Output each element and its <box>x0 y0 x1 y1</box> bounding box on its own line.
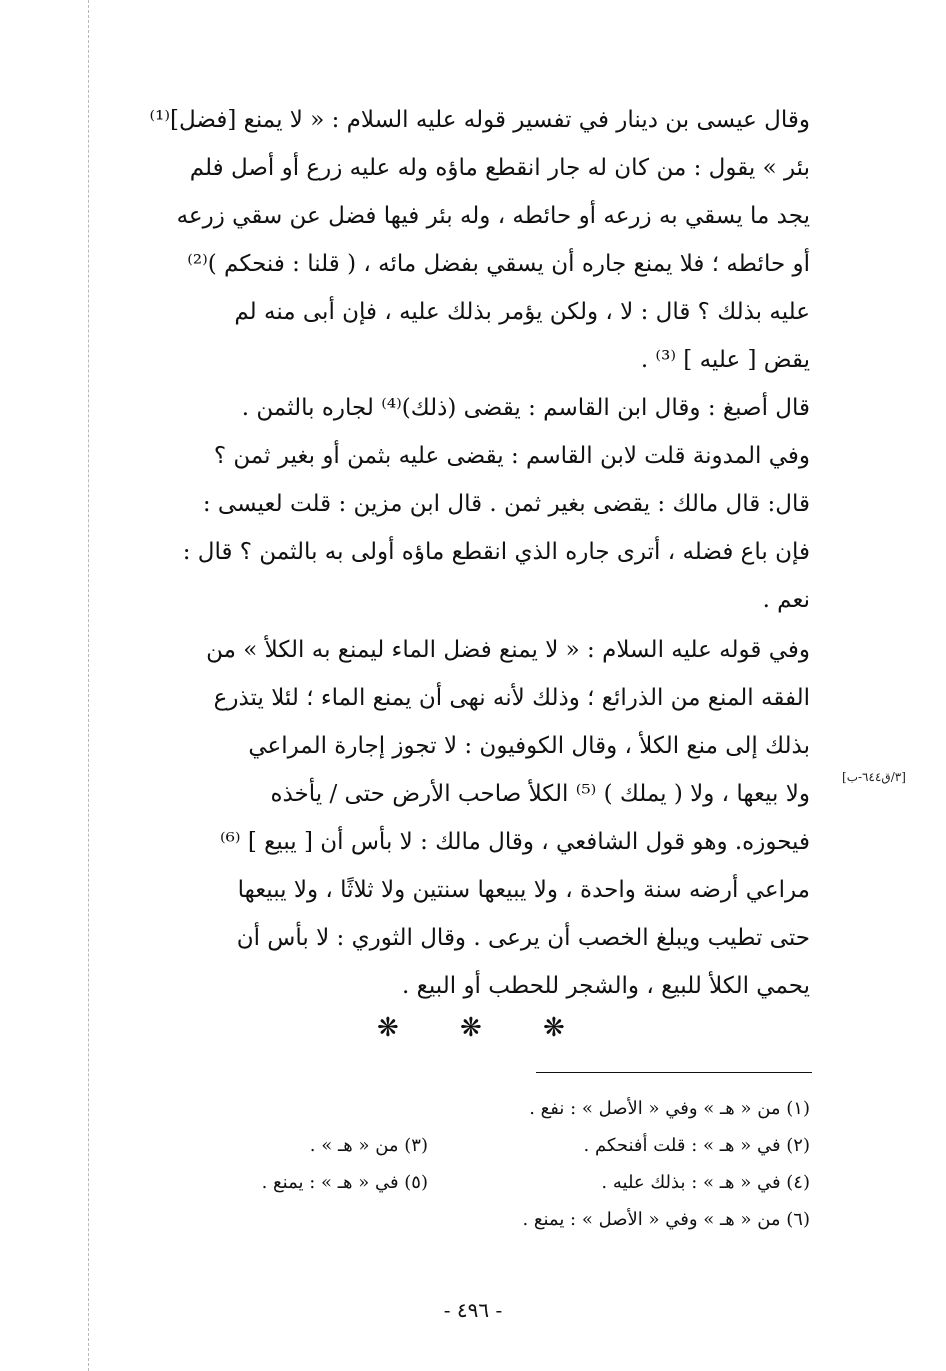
asterism-icon: ❋ <box>543 1013 565 1043</box>
footnote-6: (٦) من « هـ » وفي « الأصل » : يمنع . <box>522 1209 810 1230</box>
text-line: الفقه المنع من الذرائع ؛ وذلك لأنه نهى أن يمنع الماء ؛ لئلا يتذرع <box>213 685 810 711</box>
asterism-icon: ❋ <box>377 1013 399 1043</box>
footnote-row <box>118 1090 810 1127</box>
paragraph-1 <box>118 96 810 384</box>
asterism-icon: ❋ <box>460 1013 482 1043</box>
text-line: يحمي الكلأ للبيع ، والشجر للحطب أو البيع . <box>401 973 810 999</box>
text-line: وقال عيسى بن دينار في تفسير قوله عليه السلام : « لا يمنع [فضل]⁽¹⁾ <box>149 107 810 133</box>
text-line: فإن باع فضله ، أترى جاره الذي انقطع ماؤه أولى به بالثمن ؟ قال : <box>182 539 810 565</box>
footnote-4: (٤) في « هـ » : بذلك عليه . <box>601 1172 810 1193</box>
footnote-row <box>118 1164 810 1201</box>
text-line: نعم . <box>762 587 810 613</box>
text-line: فيحوزه. وهو قول الشافعي ، وقال مالك : لا بأس أن [ يبيع ] ⁽⁶⁾ <box>220 829 810 855</box>
footnote-3: (٣) من « هـ » . <box>309 1135 428 1156</box>
section-separator <box>0 1010 946 1046</box>
text-line: وفي قوله عليه السلام : « لا يمنع فضل الماء ليمنع به الكلأ » من <box>206 637 810 663</box>
footnote-5: (٥) في « هـ » : يمنع . <box>261 1172 428 1193</box>
footnote-2: (٢) في « هـ » : قلت أفنحكم . <box>583 1135 810 1156</box>
page-number: - ٤٩٦ - <box>443 1298 503 1322</box>
text-line: يجد ما يسقي به زرعه أو حائطه ، وله بئر فيها فضل عن سقي زرعه <box>176 203 810 229</box>
paragraph-2 <box>118 384 810 624</box>
text-line: قال أصبغ : وقال ابن القاسم : يقضى (ذلك)⁽⁴⁾ لجاره بالثمن . <box>241 395 810 421</box>
paragraph-3 <box>118 626 810 1010</box>
footnote-divider <box>536 1072 812 1073</box>
footnote-row <box>118 1201 810 1238</box>
scan-margin-guide <box>88 0 89 1371</box>
text-line: بئر » يقول : من كان له جار انقطع ماؤه وله عليه زرع أو أصل فلم <box>189 155 810 181</box>
text-line: حتى تطيب ويبلغ الخصب أن يرعى . وقال الثوري : لا بأس أن <box>236 925 810 951</box>
text-line: أو حائطه ؛ فلا يمنع جاره أن يسقي بفضل مائه ، ( قلنا : فنحكم )⁽²⁾ <box>187 251 810 277</box>
text-line: وفي المدونة قلت لابن القاسم : يقضى عليه بثمن أو بغير ثمن ؟ <box>213 443 810 469</box>
text-line: بذلك إلى منع الكلأ ، وقال الكوفيون : لا تجوز إجارة المراعي <box>248 733 810 759</box>
text-line: ولا بيعها ، ولا ( يملك ) ⁽⁵⁾ الكلأ صاحب الأرض حتى / يأخذه <box>270 781 810 807</box>
text-line: عليه بذلك ؟ قال : لا ، ولكن يؤمر بذلك عليه ، فإن أبى منه لم <box>234 299 810 325</box>
manuscript-folio-reference: [٣/ق٦٤٤-ب] <box>842 770 906 784</box>
footnote-1: (١) من « هـ » وفي « الأصل » : نفع . <box>529 1098 810 1119</box>
text-line: قال: قال مالك : يقضى بغير ثمن . قال ابن مزين : قلت لعيسى : <box>202 491 810 517</box>
text-line: مراعي أرضه سنة واحدة ، ولا يبيعها سنتين ولا ثلاثًا ، ولا يبيعها <box>237 877 810 903</box>
text-line: يقض [ عليه ] ⁽³⁾ . <box>640 347 810 373</box>
footnote-row <box>118 1127 810 1164</box>
footnotes <box>118 1090 810 1238</box>
